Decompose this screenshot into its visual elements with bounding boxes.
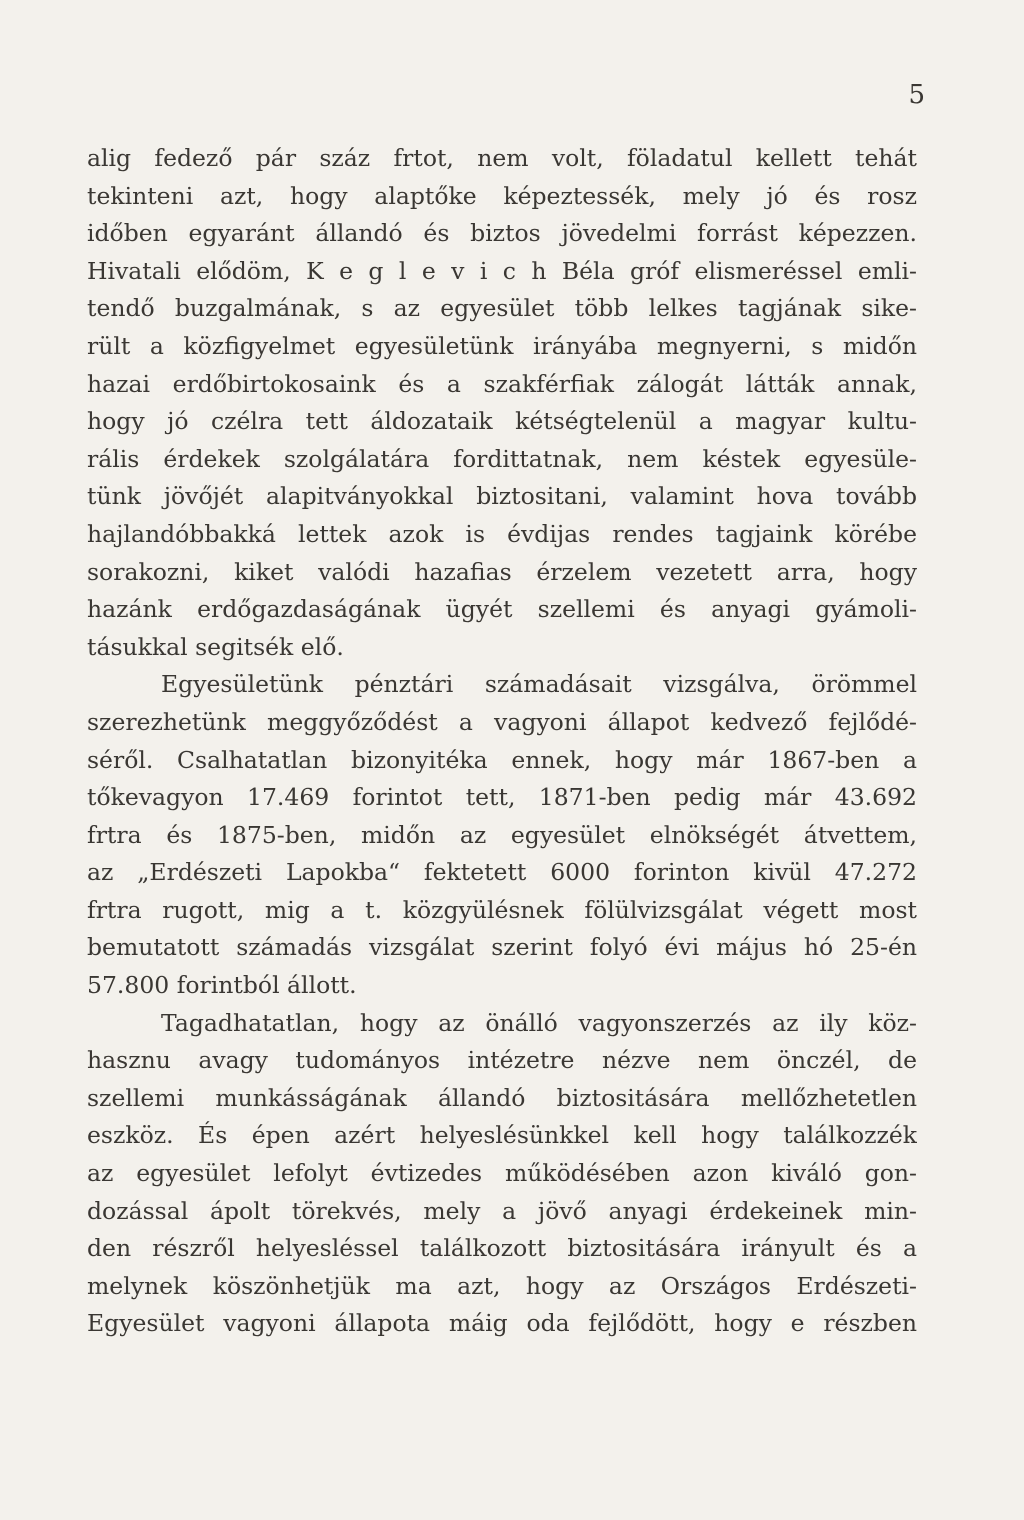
text-line: melynek köszönhetjük ma azt, hogy az Országos Erdészeti-	[87, 1271, 917, 1300]
text-line: Egyesületünk pénztári számadásait vizsgálva, örömmel	[161, 670, 917, 699]
body-text	[87, 140, 917, 1343]
text-line: tásukkal segitsék elő.	[87, 632, 344, 661]
text-line: bemutatott számadás vizsgálat szerint folyó évi május hó 25-én	[87, 933, 917, 962]
text-line: alig fedező pár száz frtot, nem volt, föladatul kellett tehát	[87, 144, 917, 172]
text-line: sorakozni, kiket valódi hazafias érzelem vezetett arra, hogy	[87, 557, 917, 586]
text-line: tekinteni azt, hogy alaptőke képeztessék, mely jó és rosz	[87, 181, 917, 210]
text-line: Tagadhatatlan, hogy az önálló vagyonszerzés az ily köz-	[161, 1008, 917, 1037]
text-line: hazai erdőbirtokosaink és a szakférfiak zálogát látták annak,	[87, 369, 917, 398]
text-line: szerezhetünk meggyőződést a vagyoni állapot kedvező fejlődé-	[87, 707, 917, 736]
text-line: dozással ápolt törekvés, mely a jövő anyagi érdekeinek min-	[87, 1196, 917, 1225]
text-line: az „Erdészeti Lapokba“ fektetett 6000 forinton kivül 47.272	[87, 858, 917, 887]
text-line: den részről helyesléssel találkozott biztositására irányult és a	[87, 1234, 917, 1263]
text-line: hogy jó czélra tett áldozataik kétségtelenül a magyar kultu-	[87, 407, 917, 436]
text-line: időben egyaránt állandó és biztos jövedelmi forrást képezzen.	[87, 219, 917, 248]
text-line: tőkevagyon 17.469 forintot tett, 1871-ben pedig már 43.692	[87, 783, 917, 812]
text-line: az egyesület lefolyt évtizedes működésében azon kiváló gon-	[87, 1159, 917, 1188]
text-line: eszköz. És épen azért helyeslésünkkel kell hogy találkozzék	[87, 1121, 917, 1150]
text-line: frtra rugott, mig a t. közgyülésnek fölülvizsgálat végett most	[87, 895, 917, 924]
text-line: tünk jövőjét alapitványokkal biztositani, valamint hova tovább	[87, 482, 917, 511]
text-line: 57.800 forintból állott.	[87, 971, 357, 1000]
text-line: hazánk erdőgazdaságának ügyét szellemi és anyagi gyámoli-	[87, 595, 917, 624]
text-line: rális érdekek szolgálatára fordittatnak, nem késtek egyesüle-	[87, 444, 917, 473]
text-line: rült a közfigyelmet egyesületünk irányába megnyerni, s midőn	[87, 331, 917, 360]
page-number: 5	[908, 80, 925, 110]
text-line: szellemi munkásságának állandó biztositására mellőzhetetlen	[87, 1083, 917, 1112]
text-line: tendő buzgalmának, s az egyesület több lelkes tagjának sike-	[87, 294, 917, 323]
text-line: séről. Csalhatatlan bizonyitéka ennek, hogy már 1867-ben a	[87, 745, 917, 774]
text-line: frtra és 1875-ben, midőn az egyesület elnökségét átvettem,	[87, 820, 917, 849]
text-line: hasznu avagy tudományos intézetre nézve nem önczél, de	[87, 1046, 917, 1075]
text-line: Hivatali elődöm, K e g l e v i c h Béla gróf elismeréssel emli-	[87, 256, 917, 285]
text-line: Egyesület vagyoni állapota máig oda fejlődött, hogy e részben	[87, 1309, 917, 1338]
text-line: hajlandóbbakká lettek azok is évdijas rendes tagjaink körébe	[87, 519, 917, 548]
